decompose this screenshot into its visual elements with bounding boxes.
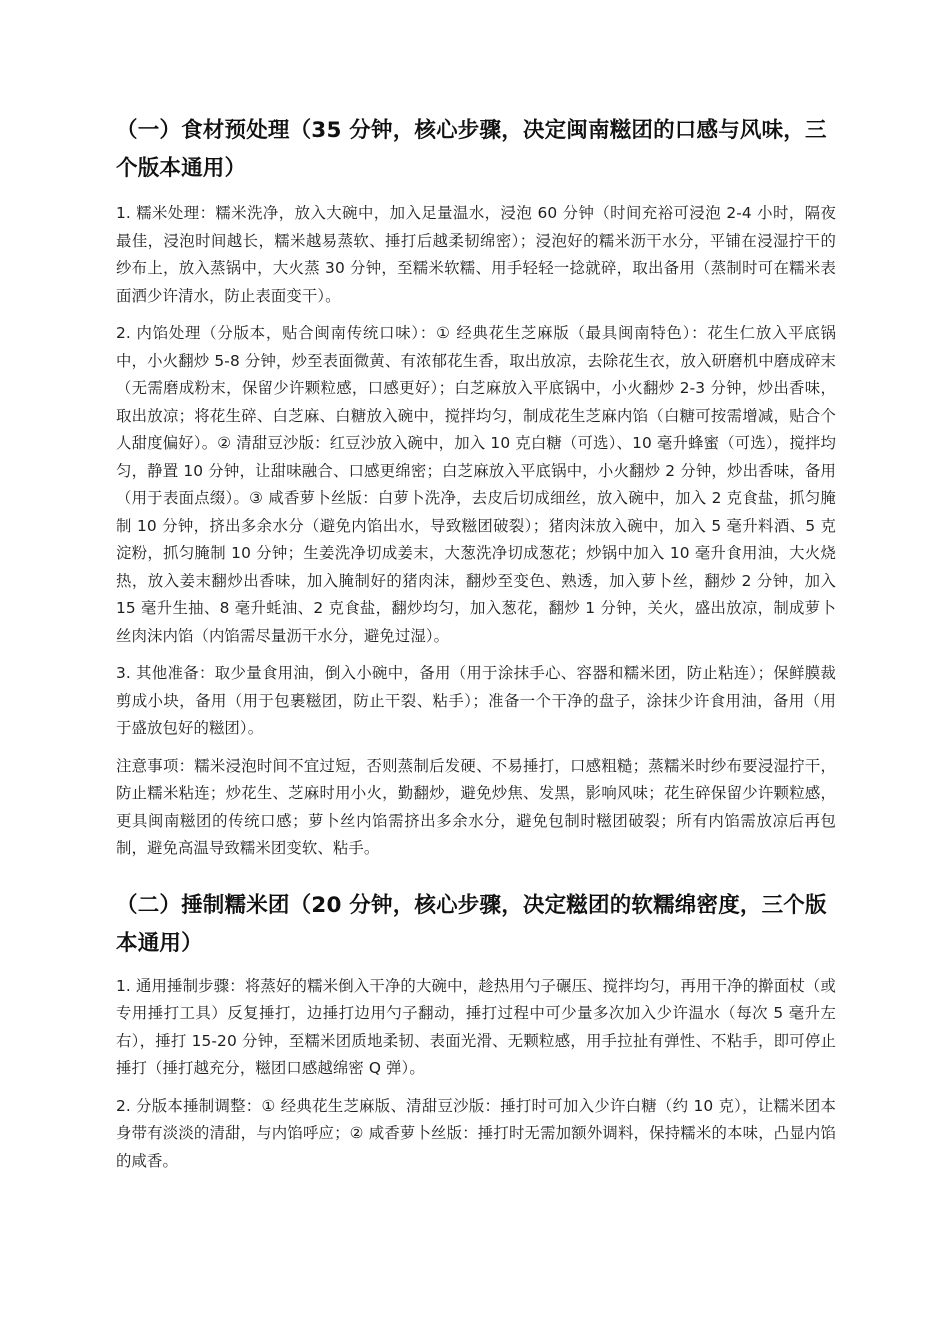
paragraph-pounding-steps: 1. 通用捶制步骤：将蒸好的糯米倒入干净的大碗中，趁热用勺子碾压、搅拌均匀，再用干净的擀面杖（或专用捶打工具）反复捶打，边捶打边用勺子翻动，捶打过程中可少量多次加入少许温水（每次 5 毫升左右），捶打 15-20 分钟，至糯米团质地柔韧、表面光滑、无颗粒感，用手拉扯有弹性、不粘手，即可停止捶打（捶打越充分，糍团口感越绵密 Q 弹）。 (116, 976, 836, 1077)
section-1-heading: （一）食材预处理（35 分钟，核心步骤，决定闽南糍团的口感与风味，三个版本通用） (116, 118, 827, 181)
paragraph-pounding-variants: 2. 分版本捶制调整：① 经典花生芝麻版、清甜豆沙版：捶打时可加入少许白糖（约 10 克），让糯米团本身带有淡淡的清甜，与内馅呼应；② 咸香萝卜丝版：捶打时无需加额外调料，保持糯米的本味，凸显内馅的咸香。 (116, 1096, 836, 1170)
paragraph-glutinous-rice: 1. 糯米处理：糯米洗净，放入大碗中，加入足量温水，浸泡 60 分钟（时间充裕可浸泡 2-4 小时，隔夜最佳，浸泡时间越长，糯米越易蒸软、捶打后越柔韧绵密）；浸泡好的糯米沥干水分，平铺在浸湿拧干的纱布上，放入蒸锅中，大火蒸 30 分钟，至糯米软糯、用手轻轻一捻就碎，取出备用（蒸制时可在糯米表面洒少许清水，防止表面变干）。 (116, 204, 836, 305)
paragraph-notes: 注意事项：糯米浸泡时间不宜过短，否则蒸制后发硬、不易捶打，口感粗糙；蒸糯米时纱布要浸湿拧干，防止糯米粘连；炒花生、芝麻时用小火，勤翻炒，避免炒焦、发黑，影响风味；花生碎保留少许颗粒感，更具闽南糍团的传统口感；萝卜丝内馅需挤出多余水分，避免包制时糍团破裂；所有内馅需放凉后再包制，避免高温导致糯米团变软、粘手。 (116, 756, 836, 857)
paragraph-filling: 2. 内馅处理（分版本，贴合闽南传统口味）：① 经典花生芝麻版（最具闽南特色）：花生仁放入平底锅中，小火翻炒 5-8 分钟，炒至表面微黄、有浓郁花生香，取出放凉，去除花生衣，放入研磨机中磨成碎末（无需磨成粉末，保留少许颗粒感，口感更好）；白芝麻放入平底锅中，小火翻炒 2-3 分钟，炒出香味，取出放凉；将花生碎、白芝麻、白糖放入碗中，搅拌均匀，制成花生芝麻内馅（白糖可按需增减，贴合个人甜度偏好）。② 清甜豆沙版：红豆沙放入碗中，加入 10 克白糖（可选）、10 毫升蜂蜜（可选），搅拌均匀，静置 10 分钟，让甜味融合、口感更绵密；白芝麻放入平底锅中，小火翻炒 2 分钟，炒出香味，备用（用于表面点缀）。③ 咸香萝卜丝版：白萝卜洗净，去皮后切成细丝，放入碗中，加入 2 克食盐，抓匀腌制 10 分钟，挤出多余水分（避免内馅出水，导致糍团破裂）；猪肉沫放入碗中，加入 5 毫升料酒、5 克淀粉，抓匀腌制 10 分钟；生姜洗净切成姜末，大葱洗净切成葱花；炒锅中加入 10 毫升食用油，大火烧热，放入姜末翻炒出香味，加入腌制好的猪肉沫，翻炒至变色、熟透，加入萝卜丝，翻炒 2 分钟，加入 15 毫升生抽、8 毫升蚝油、2 克食盐，翻炒均匀，加入葱花，翻炒 1 分钟，关火，盛出放凉，制成萝卜丝肉沫内馅（内馅需尽量沥干水分，避免过湿）。 (116, 324, 836, 645)
paragraph-other-prep: 3. 其他准备：取少量食用油，倒入小碗中，备用（用于涂抹手心、容器和糯米团，防止粘连）；保鲜膜裁剪成小块，备用（用于包裹糍团，防止干裂、粘手）；准备一个干净的盘子，涂抹少许食用油，备用（用于盛放包好的糍团）。 (116, 664, 836, 737)
section-2-heading: （二）捶制糯米团（20 分钟，核心步骤，决定糍团的软糯绵密度，三个版本通用） (116, 892, 827, 956)
